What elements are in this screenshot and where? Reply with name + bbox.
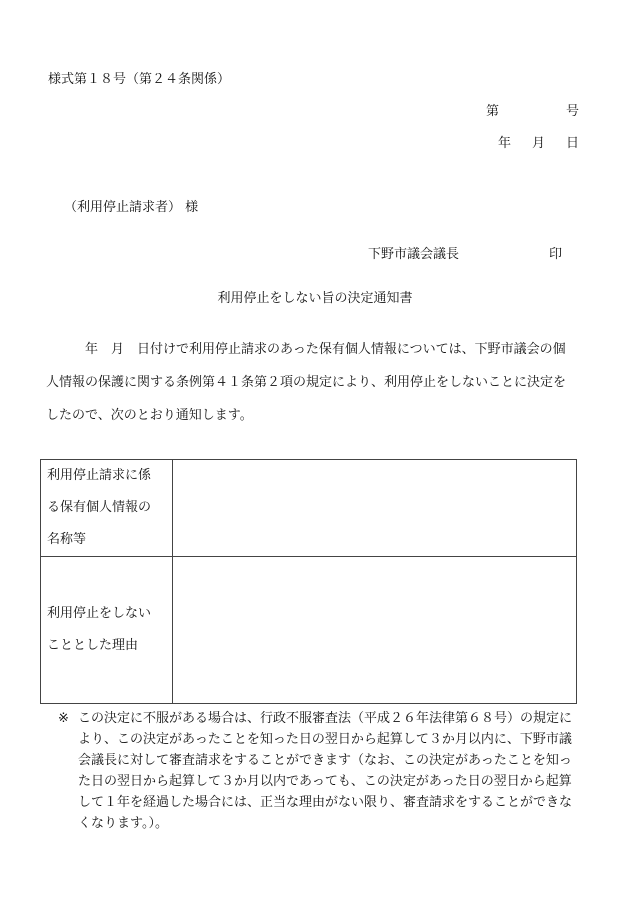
note-line: くなります。）。 <box>78 816 168 831</box>
note-line: より、この決定があったことを知った日の翌日から起算して３か月以内に、下野市議 <box>78 732 572 747</box>
addressee: （利用停止請求者） 様 <box>64 200 199 215</box>
table-row <box>41 557 577 704</box>
document-number-label: 第 <box>486 104 500 119</box>
table-value-cell <box>173 557 577 704</box>
form-number: 様式第１８号（第２４条関係） <box>48 72 231 87</box>
date-day-label: 日 <box>566 136 580 151</box>
table-label-cell <box>41 460 173 557</box>
table-label-text: 利用停止請求に係 る保有個人情報の 名称等 <box>47 468 152 547</box>
info-table <box>40 459 577 704</box>
table-row <box>41 460 577 557</box>
body-line: 人情報の保護に関する条例第４１条第２項の規定により、利用停止をしないことに決定を <box>46 375 567 390</box>
table-label-text: 利用停止をしない こととした理由 <box>47 606 152 653</box>
seal-mark: 印 <box>549 247 563 262</box>
date-year-label: 年 <box>498 136 512 151</box>
note-line: た日の翌日から起算して３か月以内であっても、この決定があった日の翌日から起算 <box>78 774 572 789</box>
body-line: 年 月 日付けで利用停止請求のあった保有個人情報については、下野市議会の個 <box>46 342 566 357</box>
document-number-suffix: 号 <box>566 104 580 119</box>
note-line: この決定に不服がある場合は、行政不服審査法（平成２６年法律第６８号）の規定に <box>78 711 573 726</box>
note-text <box>78 708 580 834</box>
sender-title: 下野市議会議長 <box>368 247 460 262</box>
table-label-cell <box>41 557 173 704</box>
table-value-cell <box>173 460 577 557</box>
note-mark: ※ <box>58 711 69 726</box>
body-paragraph <box>46 333 580 432</box>
body-line: したので、次のとおり通知します。 <box>46 408 253 423</box>
note-line: 会議長に対して審査請求をすることができます（なお、この決定があったことを知っ <box>78 753 572 768</box>
date-month-label: 月 <box>532 136 546 151</box>
document-title: 利用停止をしない旨の決定通知書 <box>217 291 413 306</box>
note-line: して１年を経過した場合には、正当な理由がない限り、審査請求をすることができな <box>78 795 573 810</box>
